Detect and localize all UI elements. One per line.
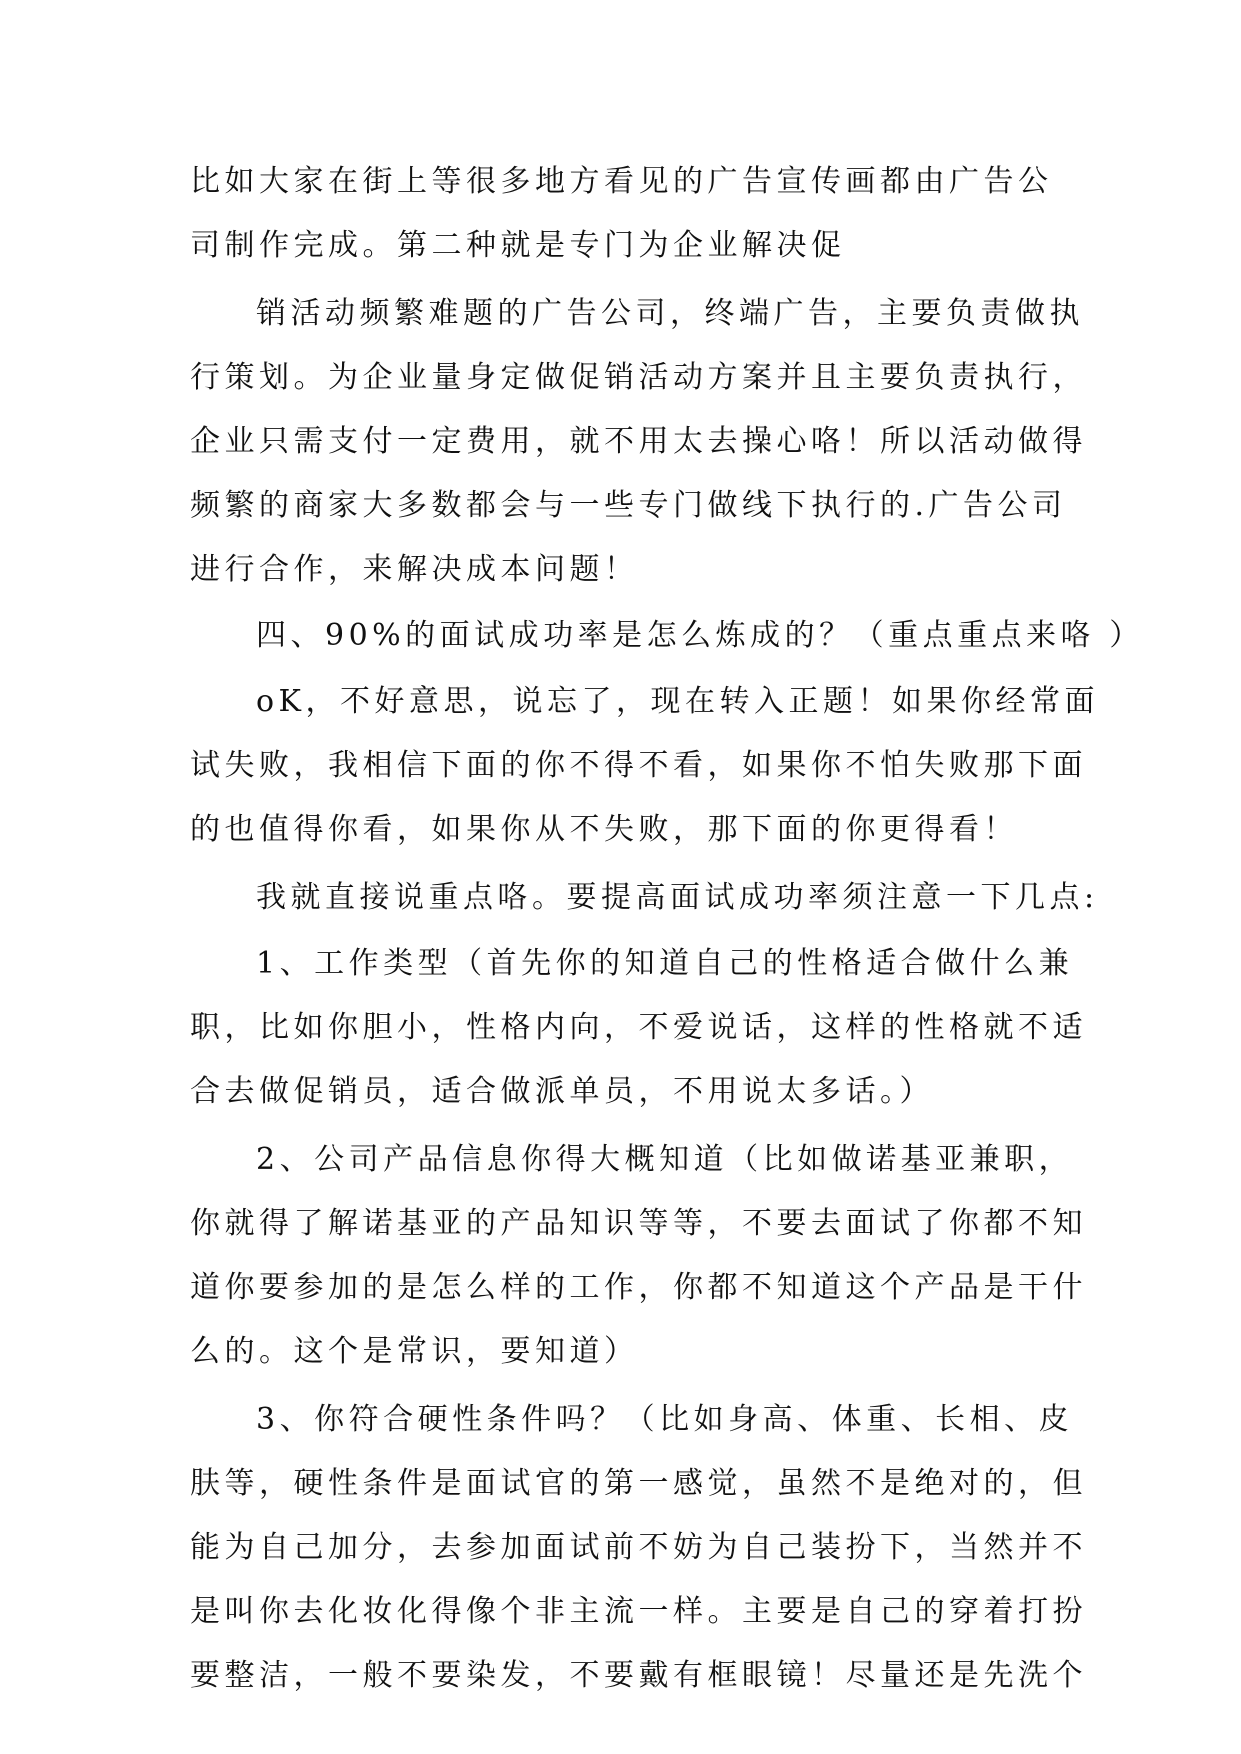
text-line: 比如大家在街上等很多地方看见的广告宣传画都由广告公: [190, 164, 1053, 199]
text-line: 销活动频繁难题的广告公司，终端广告，主要负责做执: [256, 296, 1084, 331]
text-line: 企业只需支付一定费用，就不用太去操心咯！所以活动做得: [190, 424, 1087, 459]
text-line: 2、公司产品信息你得大概知道（比如做诺基亚兼职，: [256, 1142, 1074, 1177]
text-line: 合去做促销员，适合做派单员，不用说太多话。）: [190, 1074, 934, 1109]
text-line: 能为自己加分，去参加面试前不妨为自己装扮下，当然并不: [190, 1530, 1087, 1565]
text-line: 3、你符合硬性条件吗？（比如身高、体重、长相、皮: [256, 1402, 1074, 1437]
text-line: 么的。这个是常识，要知道）: [190, 1334, 639, 1369]
text-line: oK，不好意思，说忘了，现在转入正题！如果你经常面: [256, 684, 1099, 719]
text-line: 道你要参加的是怎么样的工作，你都不知道这个产品是干什: [190, 1270, 1087, 1305]
text-line: 频繁的商家大多数都会与一些专门做线下执行的.广告公司: [190, 488, 1067, 523]
text-line: 我就直接说重点咯。要提高面试成功率须注意一下几点:: [256, 880, 1099, 915]
text-line: 进行合作，来解决成本问题！: [190, 552, 639, 587]
section-heading: 四、90%的面试成功率是怎么炼成的？（重点重点来咯 ）: [256, 618, 1144, 653]
text-line: 的也值得你看，如果你从不失败，那下面的你更得看！: [190, 812, 1018, 847]
text-line: 1、工作类型（首先你的知道自己的性格适合做什么兼: [256, 946, 1074, 981]
text-line: 试失败，我相信下面的你不得不看，如果你不怕失败那下面: [190, 748, 1087, 783]
text-line: 行策划。为企业量身定做促销活动方案并且主要负责执行，: [190, 360, 1087, 395]
text-line: 要整洁，一般不要染发，不要戴有框眼镜！尽量还是先洗个: [190, 1658, 1087, 1693]
text-line: 职，比如你胆小，性格内向，不爱说话，这样的性格就不适: [190, 1010, 1087, 1045]
text-line: 你就得了解诺基亚的产品知识等等，不要去面试了你都不知: [190, 1206, 1087, 1241]
text-line: 肤等，硬性条件是面试官的第一感觉，虽然不是绝对的，但: [190, 1466, 1087, 1501]
text-line: 司制作完成。第二种就是专门为企业解决促: [190, 228, 846, 263]
text-line: 是叫你去化妆化得像个非主流一样。主要是自己的穿着打扮: [190, 1594, 1087, 1629]
